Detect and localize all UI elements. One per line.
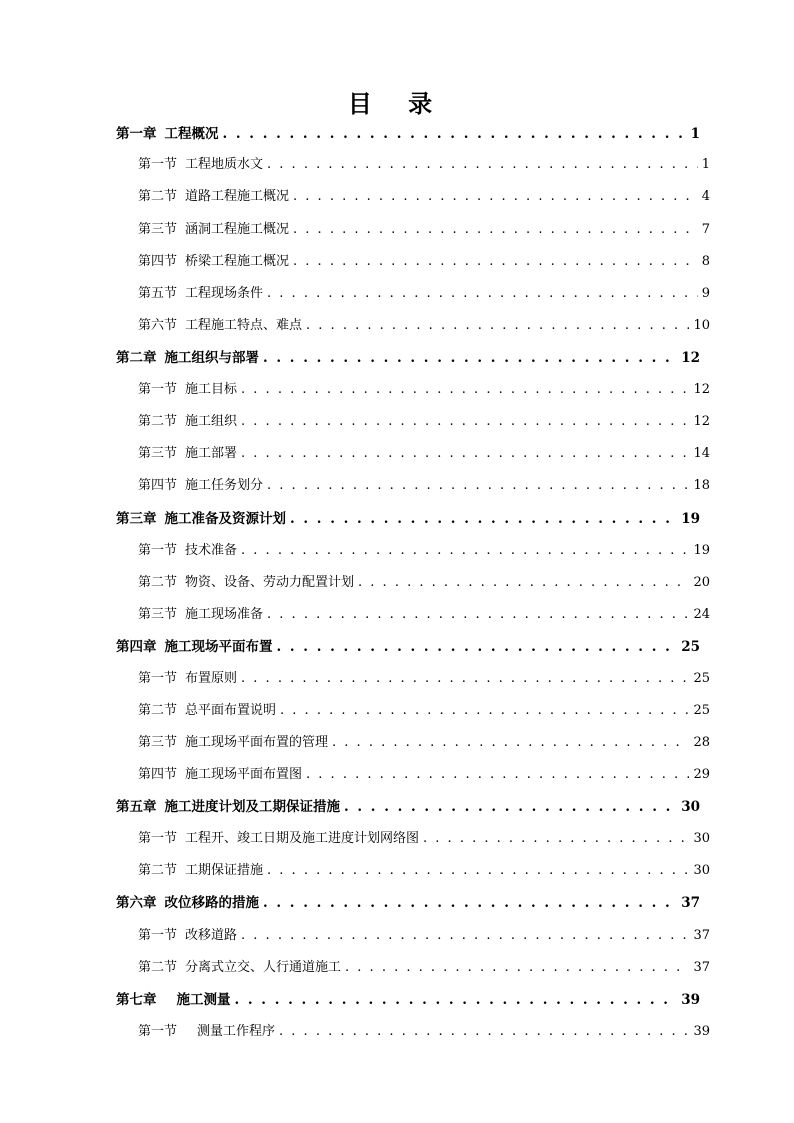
toc-section[interactable] <box>138 924 710 948</box>
toc-section[interactable] <box>138 763 710 787</box>
entry-number: 第二章 <box>116 350 157 366</box>
toc-section[interactable] <box>138 603 710 627</box>
page-number: 30 <box>681 799 700 815</box>
entry-number: 第二节 <box>138 414 178 429</box>
dot-leader <box>241 442 689 466</box>
entry-number: 第三节 <box>138 446 178 461</box>
toc-section[interactable] <box>138 827 710 851</box>
toc-section[interactable] <box>138 314 710 338</box>
page-number: 30 <box>693 863 710 878</box>
dot-leader <box>267 603 689 627</box>
page-number: 1 <box>690 126 700 142</box>
page-number: 14 <box>693 446 710 461</box>
entry-title: 涵洞工程施工概况 <box>185 222 290 237</box>
dot-leader <box>263 346 677 370</box>
entry-number: 第一节 <box>138 543 178 558</box>
page-number: 10 <box>693 318 710 333</box>
toc-chapter[interactable] <box>116 507 700 531</box>
page-number: 12 <box>693 382 710 397</box>
entry-number: 第二节 <box>138 575 178 590</box>
entry-number: 第一章 <box>116 126 157 142</box>
entry-number: 第七章 <box>116 992 157 1008</box>
entry-title: 施工现场平面布置 <box>164 639 273 655</box>
page-number: 39 <box>693 1024 710 1039</box>
entry-title: 物资、设备、劳动力配置计划 <box>185 575 355 590</box>
toc-section[interactable] <box>138 667 710 691</box>
toc-section[interactable] <box>138 731 710 755</box>
toc-section[interactable] <box>138 474 710 498</box>
page-number: 19 <box>681 511 700 527</box>
entry-number: 第四章 <box>116 639 157 655</box>
dot-leader <box>279 1020 689 1044</box>
entry-number: 第五章 <box>116 799 157 815</box>
entry-title: 施工目标 <box>185 382 238 397</box>
entry-title: 桥梁工程施工概况 <box>185 254 290 269</box>
dot-leader <box>241 924 689 948</box>
dot-leader <box>277 635 678 659</box>
entry-number: 第一节 <box>138 1024 178 1039</box>
entry-title: 工期保证措施 <box>185 863 264 878</box>
page-number: 29 <box>693 767 710 782</box>
entry-title: 施工组织与部署 <box>164 350 259 366</box>
toc-section[interactable] <box>138 956 710 980</box>
entry-title: 施工准备及资源计划 <box>164 511 286 527</box>
entry-number: 第四节 <box>138 478 178 493</box>
dot-leader <box>235 988 678 1012</box>
entry-title: 施工进度计划及工期保证措施 <box>164 799 340 815</box>
entry-number: 第五节 <box>138 286 178 301</box>
toc-chapter[interactable] <box>116 635 700 659</box>
dot-leader <box>241 410 689 434</box>
page-number: 37 <box>693 960 710 975</box>
entry-number: 第二节 <box>138 703 178 718</box>
page-number: 30 <box>693 831 710 846</box>
page-number: 25 <box>693 671 710 686</box>
toc-section[interactable] <box>138 250 710 274</box>
entry-number: 第四节 <box>138 767 178 782</box>
entry-title: 工程施工特点、难点 <box>185 318 303 333</box>
dot-leader <box>241 667 689 691</box>
page-number: 8 <box>701 254 710 269</box>
dot-leader <box>267 282 698 306</box>
page-number: 19 <box>693 543 710 558</box>
entry-number: 第三节 <box>138 607 178 622</box>
entry-number: 第三节 <box>138 735 178 750</box>
toc-chapter[interactable] <box>116 122 700 146</box>
page-number: 39 <box>681 992 700 1008</box>
entry-title: 测量工作程序 <box>197 1024 276 1039</box>
page-number: 12 <box>693 414 710 429</box>
entry-title: 施工任务划分 <box>185 478 264 493</box>
entry-title: 施工部署 <box>185 446 238 461</box>
page-number: 37 <box>681 895 700 911</box>
entry-title: 改移道路 <box>185 928 238 943</box>
page-title: 目 录 <box>347 89 447 118</box>
entry-number: 第六章 <box>116 895 157 911</box>
entry-title: 施工现场准备 <box>185 607 264 622</box>
toc-section[interactable] <box>138 699 710 723</box>
page-number: 12 <box>681 350 700 366</box>
entry-title: 改位移路的措施 <box>164 895 259 911</box>
entry-title: 施工组织 <box>185 414 238 429</box>
dot-leader <box>345 956 689 980</box>
page-number: 37 <box>693 928 710 943</box>
entry-title: 总平面布置说明 <box>185 703 277 718</box>
dot-leader <box>241 378 689 402</box>
dot-leader <box>290 507 677 531</box>
entry-title: 分离式立交、人行通道施工 <box>185 960 342 975</box>
entry-title: 工程现场条件 <box>185 286 264 301</box>
dot-leader <box>293 250 698 274</box>
entry-title: 施工现场平面布置的管理 <box>185 735 329 750</box>
dot-leader <box>293 218 698 242</box>
entry-title: 工程开、竣工日期及施工进度计划网络图 <box>185 831 420 846</box>
entry-number: 第二节 <box>138 863 178 878</box>
toc-chapter[interactable] <box>116 988 700 1012</box>
entry-title: 工程概况 <box>164 126 219 142</box>
toc-section[interactable] <box>138 1020 710 1044</box>
page-number: 4 <box>701 189 710 204</box>
page-number: 28 <box>693 735 710 750</box>
page-number: 25 <box>681 639 700 655</box>
entry-number: 第一节 <box>138 831 178 846</box>
dot-leader <box>267 153 698 177</box>
dot-leader <box>306 314 689 338</box>
dot-leader <box>241 539 689 563</box>
dot-leader <box>306 763 689 787</box>
entry-number: 第一节 <box>138 928 178 943</box>
entry-number: 第一节 <box>138 382 178 397</box>
toc-section[interactable] <box>138 185 710 209</box>
dot-leader <box>358 571 689 595</box>
toc-section[interactable] <box>138 539 710 563</box>
entry-title: 施工现场平面布置图 <box>185 767 303 782</box>
entry-number: 第四节 <box>138 254 178 269</box>
entry-title: 技术准备 <box>185 543 238 558</box>
dot-leader <box>423 827 689 851</box>
dot-leader <box>267 859 689 883</box>
dot-leader <box>280 699 689 723</box>
entry-number: 第二节 <box>138 189 178 204</box>
dot-leader <box>293 185 698 209</box>
entry-number: 第三章 <box>116 511 157 527</box>
toc-section[interactable] <box>138 378 710 402</box>
entry-number: 第六节 <box>138 318 178 333</box>
page-number: 18 <box>693 478 710 493</box>
entry-title: 工程地质水文 <box>185 157 264 172</box>
toc-section[interactable] <box>138 282 710 306</box>
entry-number: 第三节 <box>138 222 178 237</box>
toc-section[interactable] <box>138 859 710 883</box>
dot-leader <box>223 122 687 146</box>
toc-section[interactable] <box>138 153 710 177</box>
entry-number: 第一节 <box>138 671 178 686</box>
page-number: 20 <box>693 575 710 590</box>
toc-section[interactable] <box>138 442 710 466</box>
entry-number: 第一节 <box>138 157 178 172</box>
dot-leader <box>344 795 677 819</box>
entry-title: 施工测量 <box>176 992 231 1008</box>
dot-leader <box>332 731 689 755</box>
toc-section[interactable] <box>138 410 710 434</box>
entry-title: 布置原则 <box>185 671 238 686</box>
page-number: 24 <box>693 607 710 622</box>
entry-number: 第二节 <box>138 960 178 975</box>
toc-chapter[interactable] <box>116 346 700 370</box>
toc-chapter[interactable] <box>116 795 700 819</box>
toc-section[interactable] <box>138 218 710 242</box>
page-number: 1 <box>701 157 710 172</box>
dot-leader <box>263 891 677 915</box>
entry-title: 道路工程施工概况 <box>185 189 290 204</box>
page-number: 7 <box>701 222 710 237</box>
dot-leader <box>267 474 689 498</box>
toc-section[interactable] <box>138 571 710 595</box>
page-number: 25 <box>693 703 710 718</box>
page-number: 9 <box>701 286 710 301</box>
toc-chapter[interactable] <box>116 891 700 915</box>
